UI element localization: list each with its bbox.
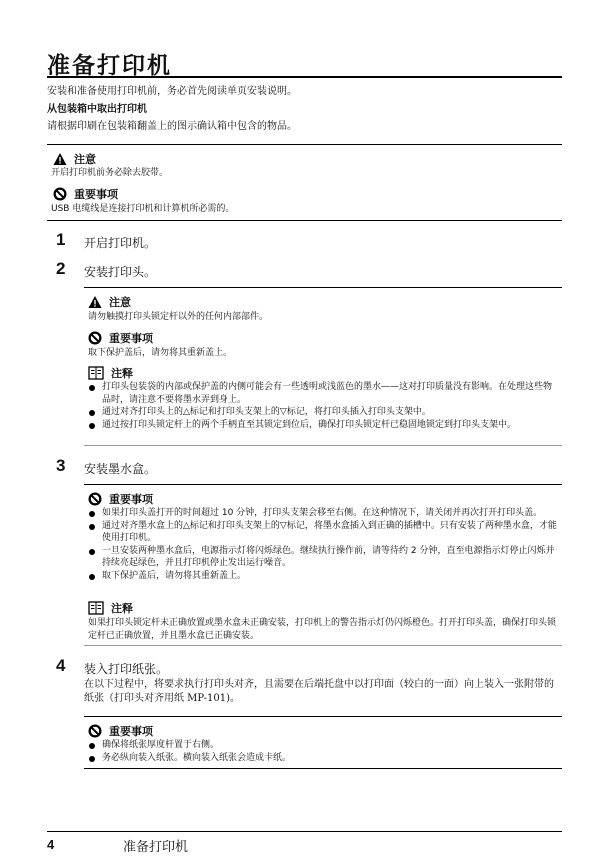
section-rule	[84, 645, 562, 646]
important-label: 重要事项	[109, 493, 153, 506]
important-label: 重要事项	[109, 332, 153, 345]
caution-rule	[84, 287, 562, 288]
important-heading	[88, 723, 153, 739]
prohibited-icon	[88, 492, 102, 506]
step-number: 2	[56, 259, 66, 278]
note-heading	[88, 600, 133, 616]
note-heading	[88, 365, 133, 381]
note-text: 如果打印头锁定杆未正确放置或墨水盒未正确安装，打印机上的警告指示灯仍闪烁橙色。打开打印头盖，确保打印头锁定杆已正确放置，并且墨水盒已正确安装。	[88, 618, 557, 641]
important-list	[88, 739, 560, 764]
important-label: 重要事项	[109, 725, 153, 738]
list-item: 一旦安装两种墨水盒后，电源指示灯将闪烁绿色。继续执行操作前，请等待约 2 分钟，直至电源指示灯停止闪烁并持续亮起绿色，并且打印机停止发出运行噪音。	[88, 545, 560, 570]
caution-heading	[53, 151, 96, 167]
important-label: 重要事项	[74, 188, 118, 201]
footer-rule	[47, 831, 562, 832]
warning-icon	[88, 295, 102, 309]
prohibited-icon	[88, 724, 102, 738]
intro-text: 安装和准备使用打印机前，务必首先阅读单页安装说明。	[47, 86, 297, 97]
step-text: 安装打印头。	[84, 265, 157, 279]
unpack-heading: 从包装箱中取出打印机	[47, 104, 147, 115]
prohibited-icon	[53, 187, 67, 201]
step-number: 3	[56, 456, 66, 475]
list-item: 如果打印头盖打开的时间超过 10 分钟，打印头支架会移至右侧。在这种情况下，请关闭并再次打开打印头盖。	[88, 507, 560, 520]
caution-label: 注意	[74, 153, 96, 166]
important-rule	[84, 484, 562, 485]
section-rule	[84, 768, 562, 769]
page-title: 准备打印机	[47, 53, 172, 79]
caution-rule	[47, 144, 562, 145]
title-rule	[47, 76, 562, 78]
prohibited-icon	[88, 331, 102, 345]
list-item: 务必纵向装入纸张。横向装入纸张会造成卡纸。	[88, 752, 560, 765]
important-rule	[47, 220, 562, 221]
note-label: 注释	[111, 602, 133, 615]
important-text: USB 电缆线是连接打印机和计算机所必需的。	[51, 204, 235, 214]
caution-heading	[88, 294, 131, 310]
important-heading	[53, 186, 118, 202]
step-text: 安装墨水盒。	[84, 462, 157, 476]
step-number: 4	[56, 656, 66, 675]
important-text: 取下保护盖后，请勿将其重新盖上。	[88, 348, 233, 358]
list-item: 确保将纸张厚度杆置于右侧。	[88, 739, 560, 752]
list-item: 通过对齐墨水盒上的△标记和打印头支架上的▽标记，将墨水盒插入到正确的插槽中。只有安装了两种墨水盒，才能使用打印机。	[88, 520, 560, 545]
section-rule	[84, 445, 562, 446]
caution-text: 开启打印机前务必除去胶带。	[51, 168, 169, 178]
list-item: 取下保护盖后，请勿将其重新盖上。	[88, 570, 560, 583]
important-heading	[88, 330, 153, 346]
list-item: 打印头包装袋的内部或保护盖的内侧可能会有一些透明或浅蓝色的墨水——这对打印质量没有影响。在处理这些物品时，请注意不要将墨水弄到身上。	[88, 381, 560, 406]
note-label: 注释	[111, 367, 133, 380]
step-text: 开启打印机。	[84, 236, 157, 250]
step-description: 在以下过程中，将要求执行打印头对齐，且需要在后端托盘中以打印面（较白的一面）向上装入一张附带的纸张（打印头对齐用纸 MP-101)。	[84, 679, 554, 704]
list-item: 通过按打印头锁定杆上的两个手柄直至其锁定到位后，确保打印头锁定杆已稳固地锁定到打印头支架中。	[88, 419, 560, 432]
footer-title: 准备打印机	[123, 840, 189, 855]
important-rule	[84, 716, 562, 717]
note-icon	[88, 366, 104, 380]
warning-icon	[53, 152, 67, 166]
note-icon	[88, 601, 104, 615]
important-list	[88, 507, 560, 582]
caution-label: 注意	[109, 296, 131, 309]
step-text: 装入打印纸张。	[84, 662, 169, 676]
note-list	[88, 381, 560, 431]
page-number: 4	[47, 837, 55, 852]
unpack-text: 请根据印刷在包装箱翻盖上的图示确认箱中包含的物品。	[47, 121, 297, 132]
list-item: 通过对齐打印头上的△标记和打印头支架上的▽标记，将打印头插入打印头支架中。	[88, 406, 560, 419]
caution-text: 请勿触摸打印头锁定杆以外的任何内部部件。	[88, 312, 269, 322]
step-number: 1	[56, 230, 66, 249]
important-heading	[88, 491, 153, 507]
